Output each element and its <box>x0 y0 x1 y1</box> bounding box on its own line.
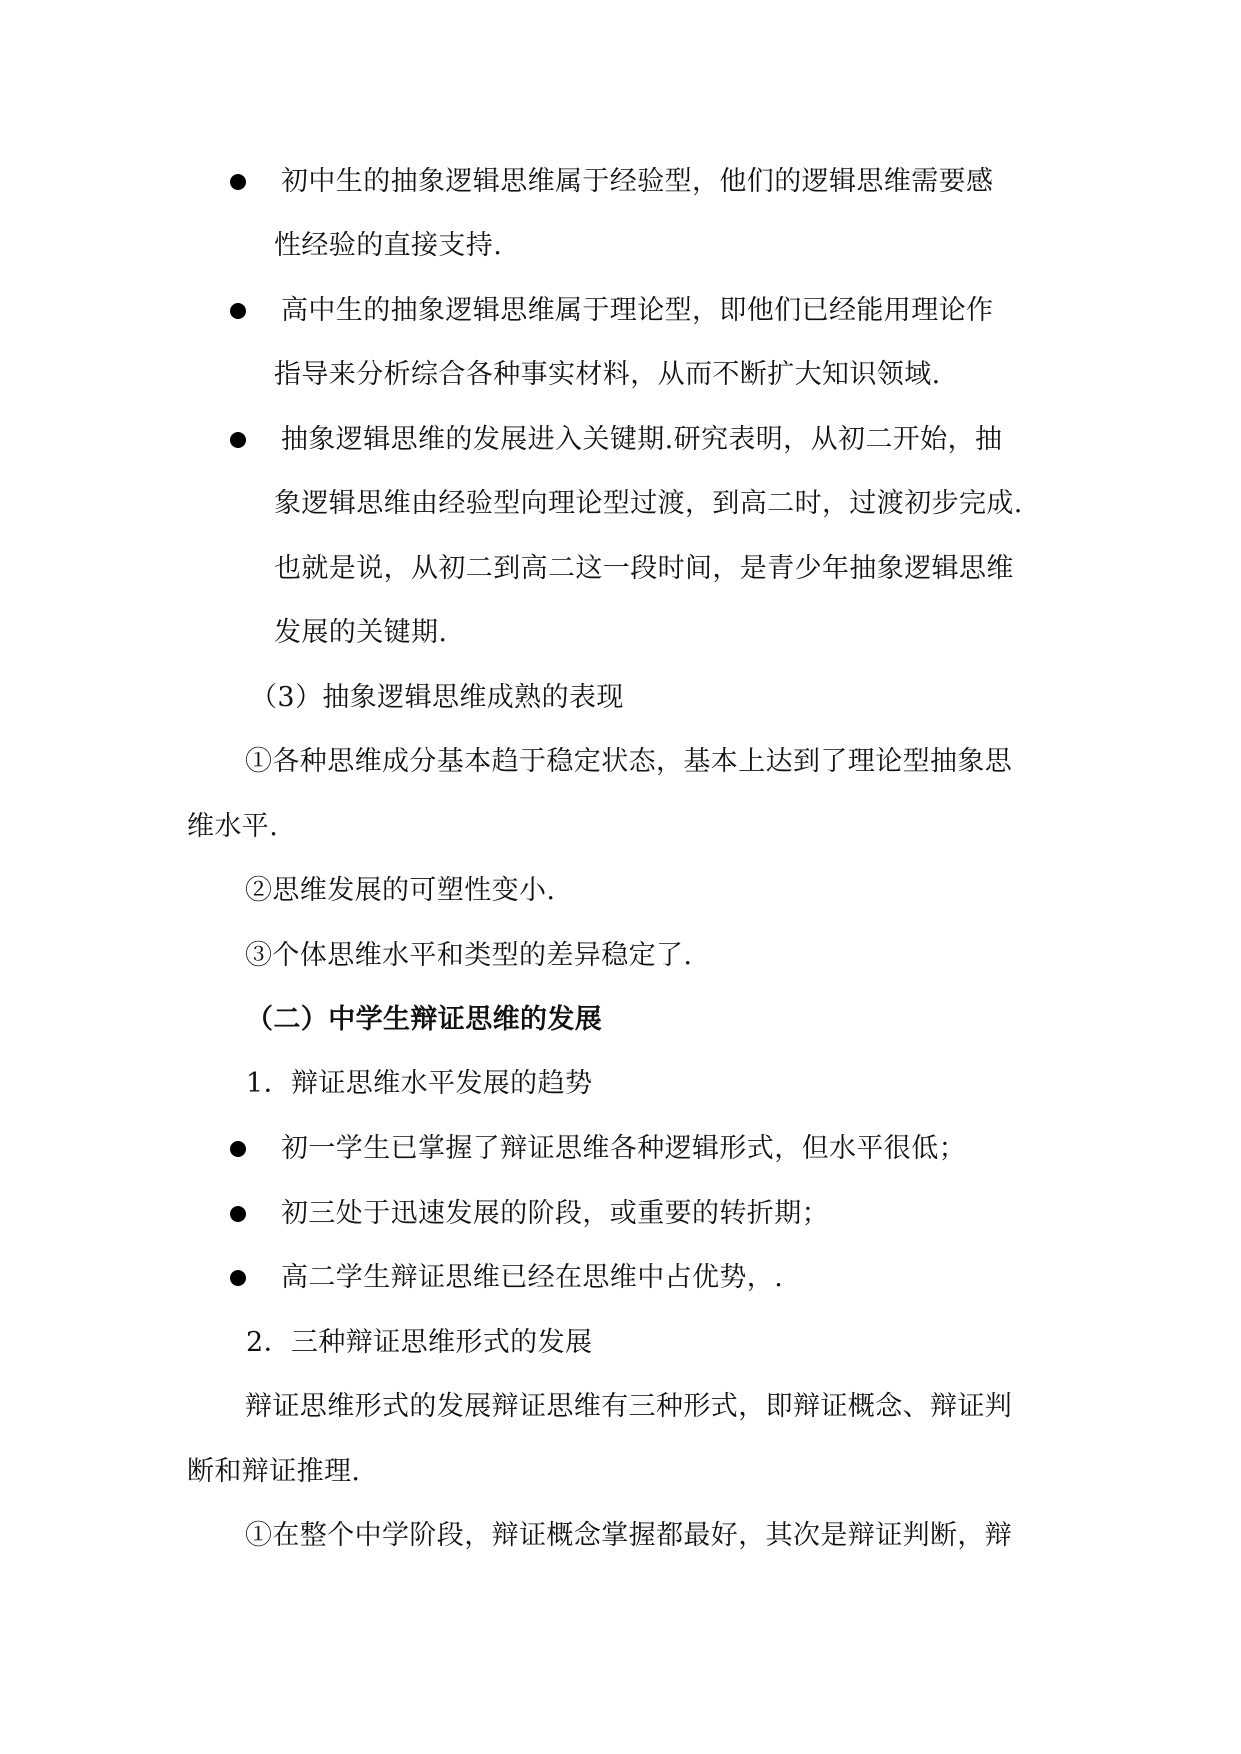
paragraph-line: 断和辩证推理. <box>187 1456 361 1487</box>
bullet-icon <box>230 1141 246 1157</box>
item-heading: 1．辩证思维水平发展的趋势 <box>246 1068 593 1099</box>
bullet-icon <box>230 303 246 319</box>
list-item-line: 象逻辑思维由经验型向理论型过渡，到高二时，过渡初步完成. <box>274 488 1023 519</box>
list-item-line: 性经验的直接支持. <box>274 230 503 261</box>
list-item-line: 也就是说，从初二到高二这一段时间，是青少年抽象逻辑思维 <box>274 553 1014 584</box>
list-item-line: 初中生的抽象逻辑思维属于经验型，他们的逻辑思维需要感 <box>281 166 994 197</box>
list-item-line: 高二学生辩证思维已经在思维中占优势，. <box>281 1262 784 1293</box>
list-item-line: 高中生的抽象逻辑思维属于理论型，即他们已经能用理论作 <box>281 295 994 326</box>
paragraph-line: 维水平. <box>187 811 279 842</box>
paragraph-line: ①各种思维成分基本趋于稳定状态，基本上达到了理论型抽象思 <box>245 746 1013 777</box>
paragraph-line: 辩证思维形式的发展辩证思维有三种形式，即辩证概念、辩证判 <box>245 1391 1013 1422</box>
bullet-icon <box>230 1206 246 1222</box>
item-heading: 2．三种辩证思维形式的发展 <box>246 1327 593 1358</box>
list-item-line: 抽象逻辑思维的发展进入关键期.研究表明，从初二开始，抽 <box>281 424 1003 455</box>
paragraph-line: ②思维发展的可塑性变小. <box>245 875 556 906</box>
bullet-icon <box>230 432 246 448</box>
paragraph-line: ①在整个中学阶段，辩证概念掌握都最好，其次是辩证判断，辩 <box>245 1520 1013 1551</box>
list-item-line: 初一学生已掌握了辩证思维各种逻辑形式，但水平很低； <box>281 1133 966 1164</box>
bullet-icon <box>230 174 246 190</box>
section-heading: （二）中学生辩证思维的发展 <box>246 1004 603 1035</box>
subheading: （3）抽象逻辑思维成熟的表现 <box>250 682 624 713</box>
paragraph-line: ③个体思维水平和类型的差异稳定了. <box>245 940 693 971</box>
list-item-line: 初三处于迅速发展的阶段，或重要的转折期； <box>281 1198 829 1229</box>
bullet-icon <box>230 1270 246 1286</box>
list-item-line: 指导来分析综合各种事实材料，从而不断扩大知识领域. <box>274 359 941 390</box>
list-item-line: 发展的关键期. <box>274 617 448 648</box>
